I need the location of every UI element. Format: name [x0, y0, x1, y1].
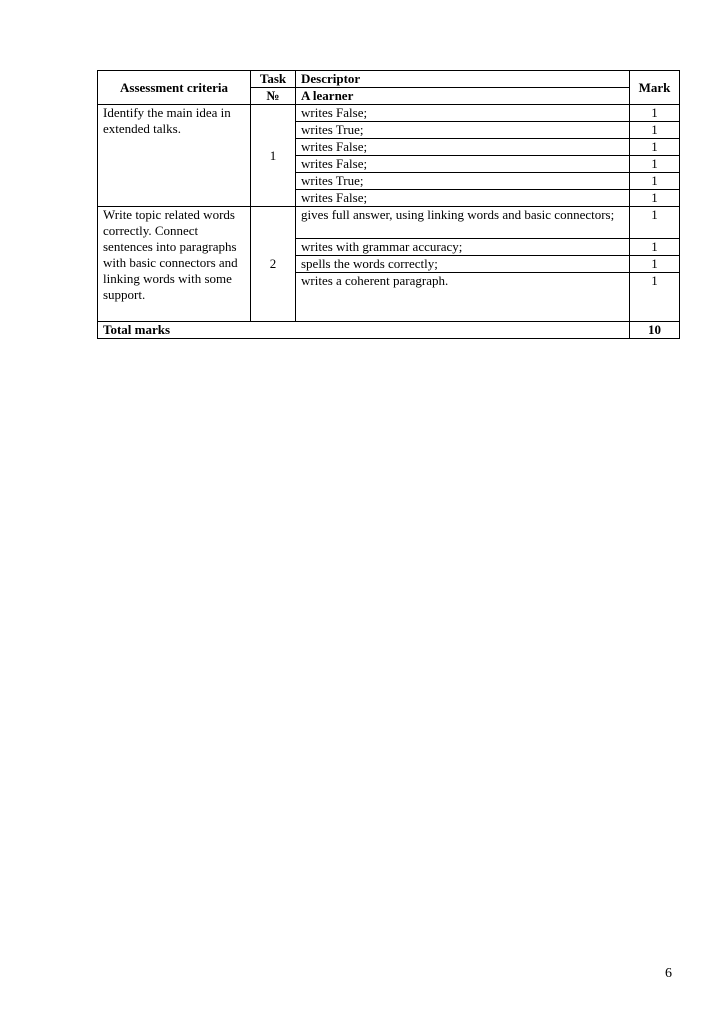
mark-cell: 1 [630, 190, 680, 207]
header-task-number-symbol: № [251, 88, 296, 105]
total-marks-value: 10 [630, 321, 680, 338]
descriptor-cell: writes True; [296, 173, 630, 190]
descriptor-cell: writes False; [296, 105, 630, 122]
header-assessment-criteria: Assessment criteria [98, 71, 251, 105]
mark-cell: 1 [630, 156, 680, 173]
descriptor-cell: writes False; [296, 156, 630, 173]
page-number: 6 [665, 966, 672, 981]
mark-cell: 1 [630, 256, 680, 273]
descriptor-cell: writes False; [296, 139, 630, 156]
descriptor-cell: writes a coherent paragraph. [296, 273, 630, 290]
table-row [98, 105, 680, 122]
mark-cell: 1 [630, 139, 680, 156]
descriptor-spacer-cell [296, 289, 630, 321]
header-task: Task [251, 71, 296, 88]
descriptor-cell: spells the words correctly; [296, 256, 630, 273]
mark-cell: 1 [630, 122, 680, 139]
mark-cell: 1 [630, 173, 680, 190]
table-row [98, 207, 680, 239]
task-cell-1: 1 [251, 105, 296, 207]
total-row [98, 321, 680, 338]
mark-cell: 1 [630, 207, 680, 239]
descriptor-cell: writes True; [296, 122, 630, 139]
criteria-cell-2: Write topic related words correctly. Connect sentences into paragraphs with basic connectors and linking words with some support. [98, 207, 251, 322]
header-a-learner: A learner [296, 88, 630, 105]
total-marks-label: Total marks [98, 321, 630, 338]
mark-cell: 1 [630, 273, 680, 290]
task-cell-2: 2 [251, 207, 296, 322]
mark-spacer-cell [630, 289, 680, 321]
descriptor-cell: gives full answer, using linking words and basic connectors; [296, 207, 630, 239]
criteria-cell-1: Identify the main idea in extended talks. [98, 105, 251, 207]
assessment-table [97, 70, 680, 339]
header-descriptor: Descriptor [296, 71, 630, 88]
mark-cell: 1 [630, 105, 680, 122]
descriptor-cell: writes with grammar accuracy; [296, 239, 630, 256]
header-mark: Mark [630, 71, 680, 105]
mark-cell: 1 [630, 239, 680, 256]
descriptor-cell: writes False; [296, 190, 630, 207]
